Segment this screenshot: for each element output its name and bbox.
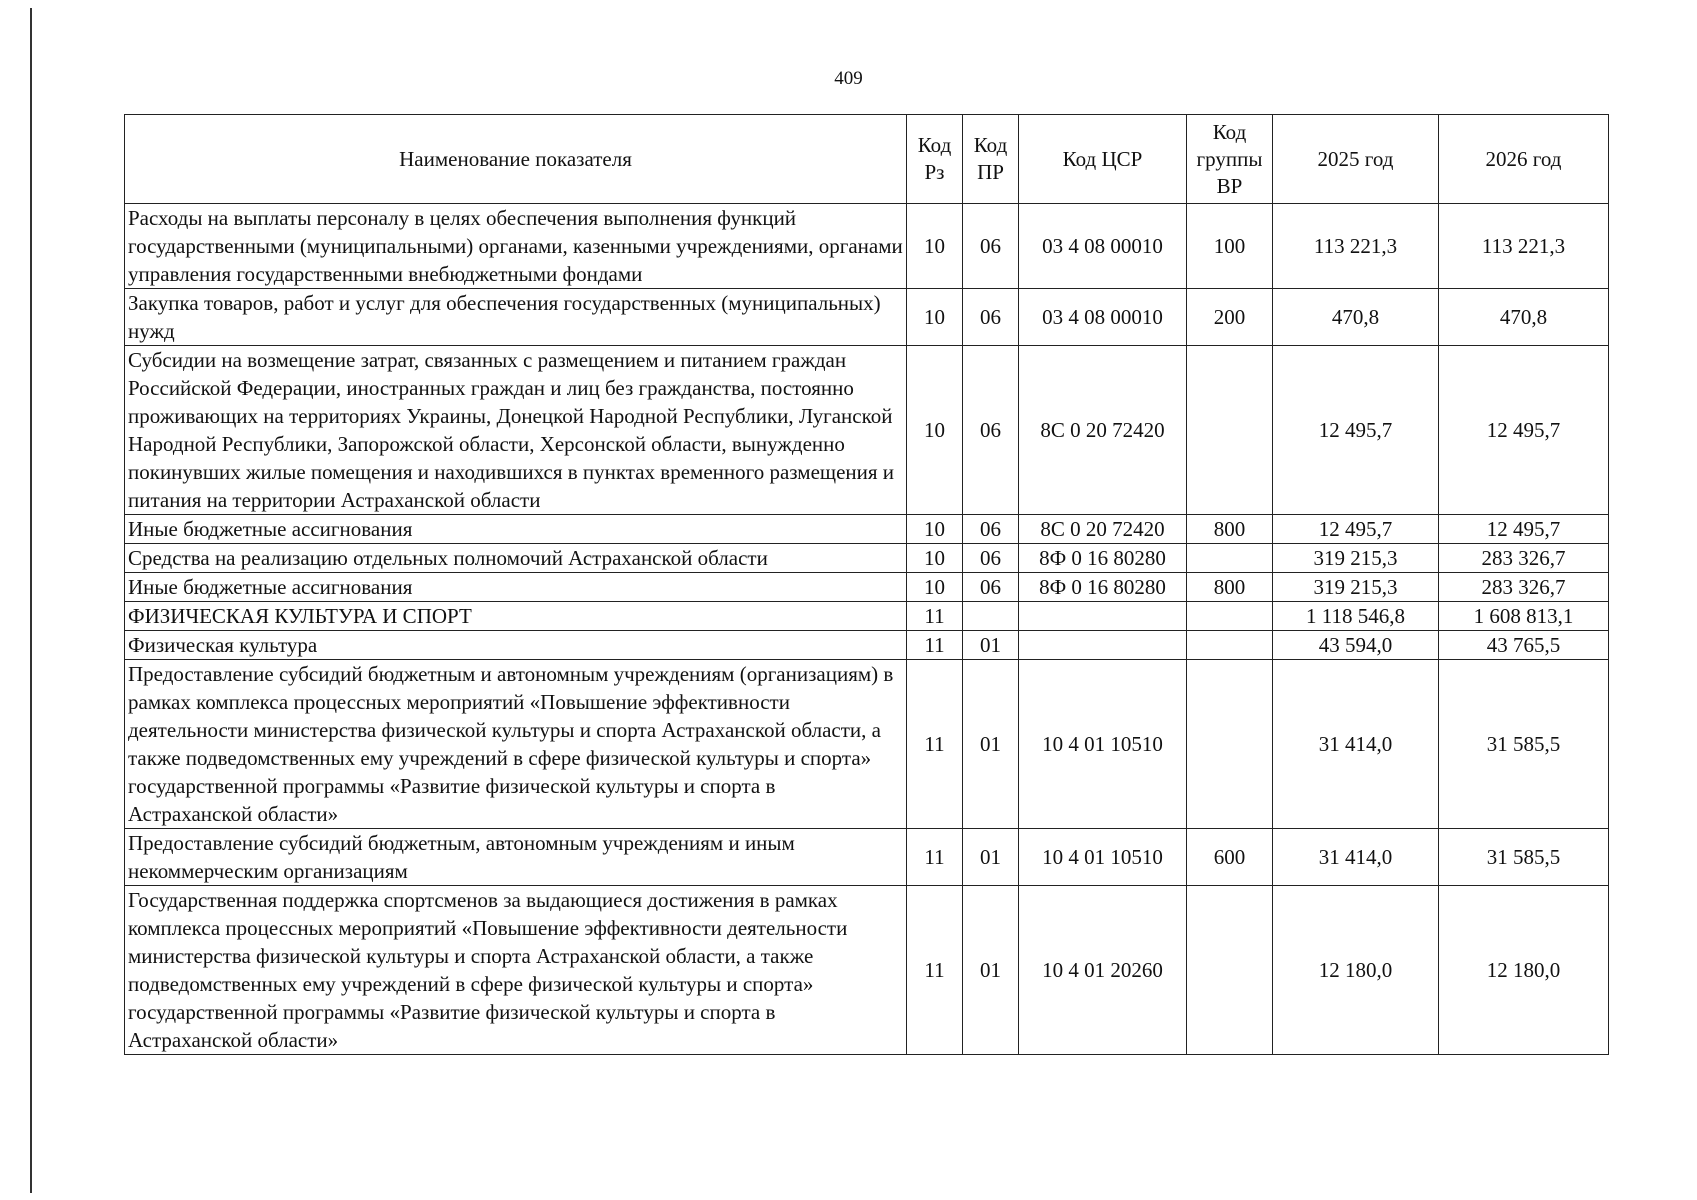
cell-y2026: 283 326,7 [1439, 573, 1609, 602]
cell-vr: 800 [1187, 573, 1273, 602]
cell-rz: 10 [907, 573, 963, 602]
cell-name: Закупка товаров, работ и услуг для обеспечения государственных (муниципальных) нужд [125, 289, 907, 346]
cell-rz: 10 [907, 289, 963, 346]
cell-rz: 11 [907, 886, 963, 1055]
table-row [125, 573, 1609, 602]
cell-pr: 01 [963, 631, 1019, 660]
cell-y2025: 113 221,3 [1273, 204, 1439, 289]
cell-vr [1187, 346, 1273, 515]
cell-y2025: 31 414,0 [1273, 829, 1439, 886]
cell-name: Государственная поддержка спортсменов за выдающиеся достижения в рамках комплекса процессных мероприятий «Повышение эффективности деятельности министерства физической культуры и спорта Астраханской области, а также подведомственных ему учреждений в сфере физической культуры и спорта» государственной программы «Развитие физической культуры и спорта в Астраханской области» [125, 886, 907, 1055]
cell-pr: 01 [963, 829, 1019, 886]
cell-y2026: 1 608 813,1 [1439, 602, 1609, 631]
cell-y2025: 470,8 [1273, 289, 1439, 346]
cell-vr [1187, 886, 1273, 1055]
cell-vr [1187, 631, 1273, 660]
cell-y2025: 319 215,3 [1273, 544, 1439, 573]
cell-rz: 11 [907, 829, 963, 886]
col-header-2026: 2026 год [1439, 115, 1609, 204]
cell-y2026: 12 495,7 [1439, 515, 1609, 544]
cell-y2026: 113 221,3 [1439, 204, 1609, 289]
page-margin-line [30, 8, 32, 1193]
cell-csr: 03 4 08 00010 [1019, 289, 1187, 346]
cell-csr [1019, 631, 1187, 660]
cell-name: Субсидии на возмещение затрат, связанных с размещением и питанием граждан Российской Федерации, иностранных граждан и лиц без гражданства, постоянно проживающих на территориях Украины, Донецкой Народной Республики, Луганской Народной Республики, Запорожской области, Херсонской области, вынужденно покинувших жилые помещения и находившихся в пунктах временного размещения и питания на территории Астраханской области [125, 346, 907, 515]
cell-y2026: 43 765,5 [1439, 631, 1609, 660]
cell-y2026: 12 495,7 [1439, 346, 1609, 515]
cell-y2025: 12 495,7 [1273, 346, 1439, 515]
cell-rz: 10 [907, 346, 963, 515]
cell-y2026: 12 180,0 [1439, 886, 1609, 1055]
page-number: 409 [834, 68, 863, 89]
cell-y2025: 12 495,7 [1273, 515, 1439, 544]
table-row [125, 886, 1609, 1055]
table-row [125, 346, 1609, 515]
cell-pr: 06 [963, 289, 1019, 346]
table-row [125, 602, 1609, 631]
budget-table [124, 114, 1609, 1055]
cell-csr: 10 4 01 10510 [1019, 829, 1187, 886]
cell-y2025: 12 180,0 [1273, 886, 1439, 1055]
cell-y2025: 319 215,3 [1273, 573, 1439, 602]
table-row [125, 660, 1609, 829]
cell-name: Физическая культура [125, 631, 907, 660]
cell-y2026: 31 585,5 [1439, 660, 1609, 829]
cell-pr: 01 [963, 660, 1019, 829]
cell-y2026: 470,8 [1439, 289, 1609, 346]
table-header-row [125, 115, 1609, 204]
cell-vr [1187, 544, 1273, 573]
cell-name: Иные бюджетные ассигнования [125, 573, 907, 602]
cell-csr: 8Ф 0 16 80280 [1019, 544, 1187, 573]
cell-name: Иные бюджетные ассигнования [125, 515, 907, 544]
cell-vr [1187, 660, 1273, 829]
cell-pr: 06 [963, 346, 1019, 515]
table-body [125, 204, 1609, 1055]
cell-pr: 06 [963, 515, 1019, 544]
col-header-2025: 2025 год [1273, 115, 1439, 204]
cell-vr: 100 [1187, 204, 1273, 289]
table-row [125, 829, 1609, 886]
cell-rz: 11 [907, 660, 963, 829]
cell-y2025: 31 414,0 [1273, 660, 1439, 829]
table-row [125, 544, 1609, 573]
table-row [125, 289, 1609, 346]
col-header-vr: Код группы ВР [1187, 115, 1273, 204]
cell-rz: 11 [907, 602, 963, 631]
cell-rz: 11 [907, 631, 963, 660]
cell-pr: 06 [963, 573, 1019, 602]
cell-name: Предоставление субсидий бюджетным и автономным учреждениям (организациям) в рамках комплекса процессных мероприятий «Повышение эффективности деятельности министерства физической культуры и спорта Астраханской области, а также подведомственных ему учреждений в сфере физической культуры и спорта» государственной программы «Развитие физической культуры и спорта в Астраханской области» [125, 660, 907, 829]
cell-pr: 01 [963, 886, 1019, 1055]
col-header-csr: Код ЦСР [1019, 115, 1187, 204]
cell-csr: 8С 0 20 72420 [1019, 346, 1187, 515]
cell-vr: 800 [1187, 515, 1273, 544]
cell-vr [1187, 602, 1273, 631]
cell-y2025: 1 118 546,8 [1273, 602, 1439, 631]
cell-csr: 8Ф 0 16 80280 [1019, 573, 1187, 602]
cell-pr: 06 [963, 204, 1019, 289]
cell-csr [1019, 602, 1187, 631]
cell-csr: 03 4 08 00010 [1019, 204, 1187, 289]
cell-rz: 10 [907, 544, 963, 573]
table-row [125, 515, 1609, 544]
table-row [125, 204, 1609, 289]
cell-rz: 10 [907, 515, 963, 544]
cell-csr: 10 4 01 20260 [1019, 886, 1187, 1055]
cell-name: ФИЗИЧЕСКАЯ КУЛЬТУРА И СПОРТ [125, 602, 907, 631]
cell-vr: 200 [1187, 289, 1273, 346]
cell-y2025: 43 594,0 [1273, 631, 1439, 660]
cell-csr: 10 4 01 10510 [1019, 660, 1187, 829]
cell-rz: 10 [907, 204, 963, 289]
cell-name: Средства на реализацию отдельных полномочий Астраханской области [125, 544, 907, 573]
cell-name: Расходы на выплаты персоналу в целях обеспечения выполнения функций государственными (муниципальными) органами, казенными учреждениями, органами управления государственными внебюджетными фондами [125, 204, 907, 289]
cell-y2026: 31 585,5 [1439, 829, 1609, 886]
cell-csr: 8С 0 20 72420 [1019, 515, 1187, 544]
table-row [125, 631, 1609, 660]
cell-y2026: 283 326,7 [1439, 544, 1609, 573]
col-header-name: Наименование показателя [125, 115, 907, 204]
cell-pr [963, 602, 1019, 631]
col-header-rz: Код Рз [907, 115, 963, 204]
cell-vr: 600 [1187, 829, 1273, 886]
col-header-pr: Код ПР [963, 115, 1019, 204]
cell-name: Предоставление субсидий бюджетным, автономным учреждениям и иным некоммерческим организациям [125, 829, 907, 886]
cell-pr: 06 [963, 544, 1019, 573]
